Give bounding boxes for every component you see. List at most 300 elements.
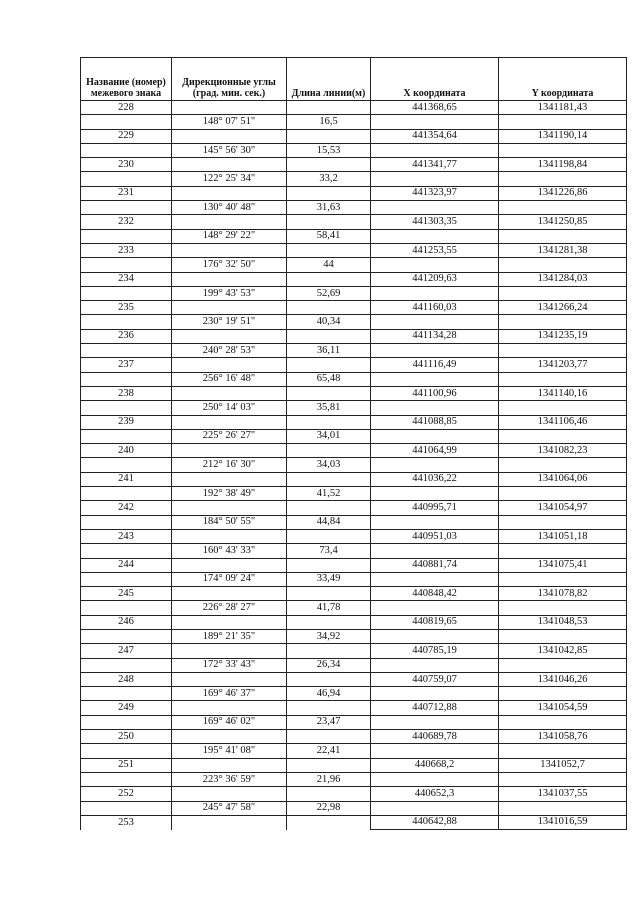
x-coordinate-cell: 441323,97	[371, 186, 499, 200]
table-row	[81, 344, 627, 358]
table-row	[81, 558, 627, 572]
direction-angle-cell: 184° 50' 55"	[172, 515, 287, 529]
y-coordinate-cell: 1341075,41	[499, 558, 627, 572]
y-coordinate-cell-empty	[499, 515, 627, 529]
y-coordinate-cell-empty	[499, 372, 627, 386]
y-coordinate-cell-empty	[499, 115, 627, 129]
length-cell-empty	[287, 215, 371, 229]
point-name-cell-empty	[81, 344, 172, 358]
point-name-cell-empty	[81, 315, 172, 329]
y-coordinate-cell-empty	[499, 458, 627, 472]
x-coordinate-cell: 441064,99	[371, 444, 499, 458]
x-coordinate-cell-empty	[371, 401, 499, 415]
length-cell-empty	[287, 272, 371, 286]
point-name-cell-empty	[81, 401, 172, 415]
y-coordinate-cell-empty	[499, 572, 627, 586]
point-name-cell-empty	[81, 258, 172, 272]
direction-angle-cell: 174° 09' 24"	[172, 572, 287, 586]
header-x-coordinate: X координата	[371, 58, 499, 101]
point-name-cell-empty	[81, 601, 172, 615]
point-name-cell: 229	[81, 129, 172, 143]
angle-cell-empty	[172, 615, 287, 629]
table-row	[81, 672, 627, 686]
table-row	[81, 243, 627, 257]
x-coordinate-cell-empty	[371, 143, 499, 157]
line-length-cell: 33,49	[287, 572, 371, 586]
y-coordinate-cell: 1341052,7	[499, 758, 627, 772]
length-cell-empty	[287, 529, 371, 543]
x-coordinate-cell: 440819,65	[371, 615, 499, 629]
point-name-cell: 246	[81, 615, 172, 629]
x-coordinate-cell-empty	[371, 115, 499, 129]
x-coordinate-cell-empty	[371, 286, 499, 300]
angle-cell-empty	[172, 358, 287, 372]
x-coordinate-cell: 441209,63	[371, 272, 499, 286]
x-coordinate-cell: 440759,07	[371, 672, 499, 686]
length-cell-empty	[287, 243, 371, 257]
angle-cell-empty	[172, 186, 287, 200]
y-coordinate-cell: 1341054,97	[499, 501, 627, 515]
line-length-cell: 65,48	[287, 372, 371, 386]
table-row	[81, 601, 627, 615]
y-coordinate-cell-empty	[499, 658, 627, 672]
point-name-cell-empty	[81, 172, 172, 186]
y-coordinate-cell-empty	[499, 229, 627, 243]
angle-cell-empty	[172, 501, 287, 515]
direction-angle-cell: 225° 26' 27"	[172, 429, 287, 443]
table-row	[81, 544, 627, 558]
line-length-cell: 41,78	[287, 601, 371, 615]
y-coordinate-cell-empty	[499, 487, 627, 501]
table-row	[81, 101, 627, 115]
header-direction-angle: Дирекционные углы (град. мин. сек.)	[172, 58, 287, 101]
y-coordinate-cell: 1341266,24	[499, 301, 627, 315]
x-coordinate-cell: 441088,85	[371, 415, 499, 429]
point-name-cell-empty	[81, 544, 172, 558]
table-row	[81, 515, 627, 529]
y-coordinate-cell: 1341082,23	[499, 444, 627, 458]
length-cell-empty	[287, 301, 371, 315]
line-length-cell: 22,98	[287, 801, 371, 815]
table-row	[81, 186, 627, 200]
y-coordinate-cell: 1341281,38	[499, 243, 627, 257]
table-row	[81, 258, 627, 272]
point-name-cell: 235	[81, 301, 172, 315]
length-cell-empty	[287, 329, 371, 343]
x-coordinate-cell: 441368,65	[371, 101, 499, 115]
table-row	[81, 730, 627, 744]
length-cell-empty	[287, 787, 371, 801]
y-coordinate-cell-empty	[499, 201, 627, 215]
line-length-cell: 41,52	[287, 487, 371, 501]
point-name-cell: 243	[81, 529, 172, 543]
direction-angle-cell: 199° 43' 53"	[172, 286, 287, 300]
angle-cell-empty	[172, 129, 287, 143]
length-cell-empty	[287, 644, 371, 658]
x-coordinate-cell: 440689,78	[371, 730, 499, 744]
line-length-cell: 44,84	[287, 515, 371, 529]
angle-cell-empty	[172, 444, 287, 458]
angle-cell-empty	[172, 587, 287, 601]
y-coordinate-cell: 1341037,55	[499, 787, 627, 801]
table-row	[81, 572, 627, 586]
y-coordinate-cell: 1341051,18	[499, 529, 627, 543]
y-coordinate-cell-empty	[499, 687, 627, 701]
x-coordinate-cell: 441160,03	[371, 301, 499, 315]
length-cell-empty	[287, 186, 371, 200]
angle-cell-empty	[172, 329, 287, 343]
point-name-cell-empty	[81, 115, 172, 129]
table-row	[81, 301, 627, 315]
table-row	[81, 501, 627, 515]
y-coordinate-cell-empty	[499, 401, 627, 415]
length-cell-empty	[287, 129, 371, 143]
x-coordinate-cell-empty	[371, 658, 499, 672]
y-coordinate-cell: 1341016,59	[499, 815, 627, 829]
point-name-cell: 249	[81, 701, 172, 715]
point-name-cell: 231	[81, 186, 172, 200]
point-name-cell: 228	[81, 101, 172, 115]
x-coordinate-cell: 441036,22	[371, 472, 499, 486]
point-name-cell: 236	[81, 329, 172, 343]
table-row	[81, 358, 627, 372]
header-point-name: Название (номер) межевого знака	[81, 58, 172, 101]
line-length-cell: 21,96	[287, 772, 371, 786]
table-row	[81, 115, 627, 129]
line-length-cell: 15,53	[287, 143, 371, 157]
direction-angle-cell: 189° 21' 35"	[172, 629, 287, 643]
point-name-cell-empty	[81, 629, 172, 643]
header-y-coordinate: Y координата	[499, 58, 627, 101]
point-name-cell-empty	[81, 487, 172, 501]
x-coordinate-cell: 441134,28	[371, 329, 499, 343]
angle-cell-empty	[172, 815, 287, 829]
table-row	[81, 472, 627, 486]
x-coordinate-cell-empty	[371, 715, 499, 729]
y-coordinate-cell: 1341203,77	[499, 358, 627, 372]
point-name-cell-empty	[81, 658, 172, 672]
table-row	[81, 644, 627, 658]
direction-angle-cell: 230° 19' 51"	[172, 315, 287, 329]
x-coordinate-cell-empty	[371, 344, 499, 358]
point-name-cell-empty	[81, 372, 172, 386]
table-row	[81, 372, 627, 386]
y-coordinate-cell-empty	[499, 772, 627, 786]
y-coordinate-cell-empty	[499, 801, 627, 815]
x-coordinate-cell-empty	[371, 315, 499, 329]
x-coordinate-cell-empty	[371, 601, 499, 615]
line-length-cell: 33,2	[287, 172, 371, 186]
x-coordinate-cell-empty	[371, 629, 499, 643]
table-row	[81, 286, 627, 300]
table-row	[81, 772, 627, 786]
angle-cell-empty	[172, 787, 287, 801]
direction-angle-cell: 169° 46' 02"	[172, 715, 287, 729]
table-row	[81, 315, 627, 329]
x-coordinate-cell: 440712,88	[371, 701, 499, 715]
direction-angle-cell: 176° 32' 50"	[172, 258, 287, 272]
x-coordinate-cell-empty	[371, 744, 499, 758]
table-row	[81, 529, 627, 543]
point-name-cell-empty	[81, 572, 172, 586]
angle-cell-empty	[172, 301, 287, 315]
y-coordinate-cell: 1341140,16	[499, 386, 627, 400]
direction-angle-cell: 172° 33' 43"	[172, 658, 287, 672]
direction-angle-cell: 212° 16' 30"	[172, 458, 287, 472]
point-name-cell: 237	[81, 358, 172, 372]
point-name-cell: 253	[81, 815, 172, 829]
length-cell-empty	[287, 501, 371, 515]
y-coordinate-cell-empty	[499, 315, 627, 329]
point-name-cell-empty	[81, 201, 172, 215]
point-name-cell-empty	[81, 143, 172, 157]
length-cell-empty	[287, 587, 371, 601]
length-cell-empty	[287, 558, 371, 572]
length-cell-empty	[287, 101, 371, 115]
table-row	[81, 215, 627, 229]
length-cell-empty	[287, 815, 371, 829]
y-coordinate-cell: 1341042,85	[499, 644, 627, 658]
length-cell-empty	[287, 472, 371, 486]
point-name-cell: 239	[81, 415, 172, 429]
x-coordinate-cell: 441354,64	[371, 129, 499, 143]
x-coordinate-cell-empty	[371, 429, 499, 443]
table-row	[81, 487, 627, 501]
x-coordinate-cell-empty	[371, 172, 499, 186]
point-name-cell: 238	[81, 386, 172, 400]
line-length-cell: 34,03	[287, 458, 371, 472]
table-row	[81, 329, 627, 343]
line-length-cell: 46,94	[287, 687, 371, 701]
angle-cell-empty	[172, 101, 287, 115]
point-name-cell: 247	[81, 644, 172, 658]
table-row	[81, 701, 627, 715]
direction-angle-cell: 148° 29' 22"	[172, 229, 287, 243]
direction-angle-cell: 169° 46' 37"	[172, 687, 287, 701]
table-row	[81, 715, 627, 729]
point-name-cell-empty	[81, 458, 172, 472]
direction-angle-cell: 223° 36' 59"	[172, 772, 287, 786]
line-length-cell: 35,81	[287, 401, 371, 415]
table-row	[81, 201, 627, 215]
table-row	[81, 687, 627, 701]
table-row	[81, 401, 627, 415]
y-coordinate-cell-empty	[499, 172, 627, 186]
y-coordinate-cell: 1341190,14	[499, 129, 627, 143]
y-coordinate-cell: 1341078,82	[499, 587, 627, 601]
y-coordinate-cell: 1341250,85	[499, 215, 627, 229]
x-coordinate-cell: 440642,88	[371, 815, 499, 829]
point-name-cell-empty	[81, 772, 172, 786]
y-coordinate-cell-empty	[499, 258, 627, 272]
table-row	[81, 172, 627, 186]
x-coordinate-cell-empty	[371, 772, 499, 786]
angle-cell-empty	[172, 472, 287, 486]
table-row	[81, 272, 627, 286]
table-row	[81, 429, 627, 443]
y-coordinate-cell: 1341226,86	[499, 186, 627, 200]
angle-cell-empty	[172, 272, 287, 286]
direction-angle-cell: 226° 28' 27"	[172, 601, 287, 615]
line-length-cell: 58,41	[287, 229, 371, 243]
direction-angle-cell: 160° 43' 33"	[172, 544, 287, 558]
x-coordinate-cell: 440848,42	[371, 587, 499, 601]
length-cell-empty	[287, 730, 371, 744]
direction-angle-cell: 130° 40' 48"	[172, 201, 287, 215]
length-cell-empty	[287, 444, 371, 458]
length-cell-empty	[287, 672, 371, 686]
table-row	[81, 444, 627, 458]
x-coordinate-cell: 440881,74	[371, 558, 499, 572]
x-coordinate-cell: 441116,49	[371, 358, 499, 372]
x-coordinate-cell: 440951,03	[371, 529, 499, 543]
point-name-cell: 241	[81, 472, 172, 486]
table-row	[81, 458, 627, 472]
line-length-cell: 36,11	[287, 344, 371, 358]
x-coordinate-cell: 440668,2	[371, 758, 499, 772]
y-coordinate-cell: 1341046,26	[499, 672, 627, 686]
x-coordinate-cell-empty	[371, 544, 499, 558]
y-coordinate-cell-empty	[499, 429, 627, 443]
point-name-cell: 230	[81, 158, 172, 172]
angle-cell-empty	[172, 215, 287, 229]
x-coordinate-cell: 441253,55	[371, 243, 499, 257]
direction-angle-cell: 148° 07' 51"	[172, 115, 287, 129]
x-coordinate-cell: 441100,96	[371, 386, 499, 400]
table-row	[81, 229, 627, 243]
point-name-cell-empty	[81, 286, 172, 300]
line-length-cell: 23,47	[287, 715, 371, 729]
direction-angle-cell: 256° 16' 48"	[172, 372, 287, 386]
length-cell-empty	[287, 415, 371, 429]
table-row	[81, 801, 627, 815]
table-row	[81, 744, 627, 758]
x-coordinate-cell: 440652,3	[371, 787, 499, 801]
x-coordinate-cell-empty	[371, 572, 499, 586]
table-row	[81, 787, 627, 801]
length-cell-empty	[287, 358, 371, 372]
y-coordinate-cell: 1341054,59	[499, 701, 627, 715]
point-name-cell-empty	[81, 715, 172, 729]
y-coordinate-cell-empty	[499, 629, 627, 643]
line-length-cell: 73,4	[287, 544, 371, 558]
point-name-cell: 233	[81, 243, 172, 257]
y-coordinate-cell-empty	[499, 344, 627, 358]
y-coordinate-cell: 1341106,46	[499, 415, 627, 429]
x-coordinate-cell-empty	[371, 801, 499, 815]
table-row	[81, 629, 627, 643]
point-name-cell: 248	[81, 672, 172, 686]
y-coordinate-cell: 1341198,84	[499, 158, 627, 172]
direction-angle-cell: 240° 28' 53"	[172, 344, 287, 358]
x-coordinate-cell-empty	[371, 372, 499, 386]
y-coordinate-cell-empty	[499, 601, 627, 615]
boundary-coordinates-table	[80, 57, 627, 830]
angle-cell-empty	[172, 758, 287, 772]
y-coordinate-cell-empty	[499, 286, 627, 300]
table-row	[81, 815, 627, 829]
direction-angle-cell: 122° 25' 34"	[172, 172, 287, 186]
table-row	[81, 758, 627, 772]
x-coordinate-cell: 440785,19	[371, 644, 499, 658]
direction-angle-cell: 192° 38' 49"	[172, 487, 287, 501]
angle-cell-empty	[172, 415, 287, 429]
length-cell-empty	[287, 158, 371, 172]
point-name-cell: 251	[81, 758, 172, 772]
line-length-cell: 22,41	[287, 744, 371, 758]
line-length-cell: 44	[287, 258, 371, 272]
y-coordinate-cell-empty	[499, 143, 627, 157]
angle-cell-empty	[172, 730, 287, 744]
table-row	[81, 658, 627, 672]
point-name-cell: 234	[81, 272, 172, 286]
point-name-cell-empty	[81, 687, 172, 701]
line-length-cell: 16,5	[287, 115, 371, 129]
angle-cell-empty	[172, 158, 287, 172]
x-coordinate-cell-empty	[371, 687, 499, 701]
line-length-cell: 34,92	[287, 629, 371, 643]
x-coordinate-cell-empty	[371, 201, 499, 215]
line-length-cell: 26,34	[287, 658, 371, 672]
y-coordinate-cell-empty	[499, 544, 627, 558]
y-coordinate-cell: 1341058,76	[499, 730, 627, 744]
length-cell-empty	[287, 758, 371, 772]
angle-cell-empty	[172, 672, 287, 686]
angle-cell-empty	[172, 644, 287, 658]
point-name-cell: 240	[81, 444, 172, 458]
y-coordinate-cell: 1341048,53	[499, 615, 627, 629]
x-coordinate-cell-empty	[371, 258, 499, 272]
point-name-cell: 250	[81, 730, 172, 744]
y-coordinate-cell-empty	[499, 744, 627, 758]
point-name-cell-empty	[81, 229, 172, 243]
x-coordinate-cell-empty	[371, 458, 499, 472]
x-coordinate-cell-empty	[371, 515, 499, 529]
y-coordinate-cell: 1341284,03	[499, 272, 627, 286]
x-coordinate-cell-empty	[371, 487, 499, 501]
point-name-cell: 242	[81, 501, 172, 515]
length-cell-empty	[287, 615, 371, 629]
point-name-cell: 244	[81, 558, 172, 572]
table-header-row	[81, 58, 627, 101]
point-name-cell: 252	[81, 787, 172, 801]
y-coordinate-cell: 1341235,19	[499, 329, 627, 343]
line-length-cell: 34,01	[287, 429, 371, 443]
point-name-cell: 232	[81, 215, 172, 229]
x-coordinate-cell: 441303,35	[371, 215, 499, 229]
point-name-cell-empty	[81, 801, 172, 815]
table-row	[81, 129, 627, 143]
x-coordinate-cell-empty	[371, 229, 499, 243]
direction-angle-cell: 250° 14' 03"	[172, 401, 287, 415]
table-row	[81, 143, 627, 157]
angle-cell-empty	[172, 386, 287, 400]
point-name-cell-empty	[81, 429, 172, 443]
x-coordinate-cell: 440995,71	[371, 501, 499, 515]
table-row	[81, 386, 627, 400]
line-length-cell: 31,63	[287, 201, 371, 215]
y-coordinate-cell-empty	[499, 715, 627, 729]
angle-cell-empty	[172, 701, 287, 715]
angle-cell-empty	[172, 529, 287, 543]
point-name-cell-empty	[81, 744, 172, 758]
table-row	[81, 587, 627, 601]
direction-angle-cell: 145° 56' 30"	[172, 143, 287, 157]
table-row	[81, 415, 627, 429]
table-row	[81, 615, 627, 629]
header-line-length: Длина линии(м)	[287, 58, 371, 101]
line-length-cell: 40,34	[287, 315, 371, 329]
